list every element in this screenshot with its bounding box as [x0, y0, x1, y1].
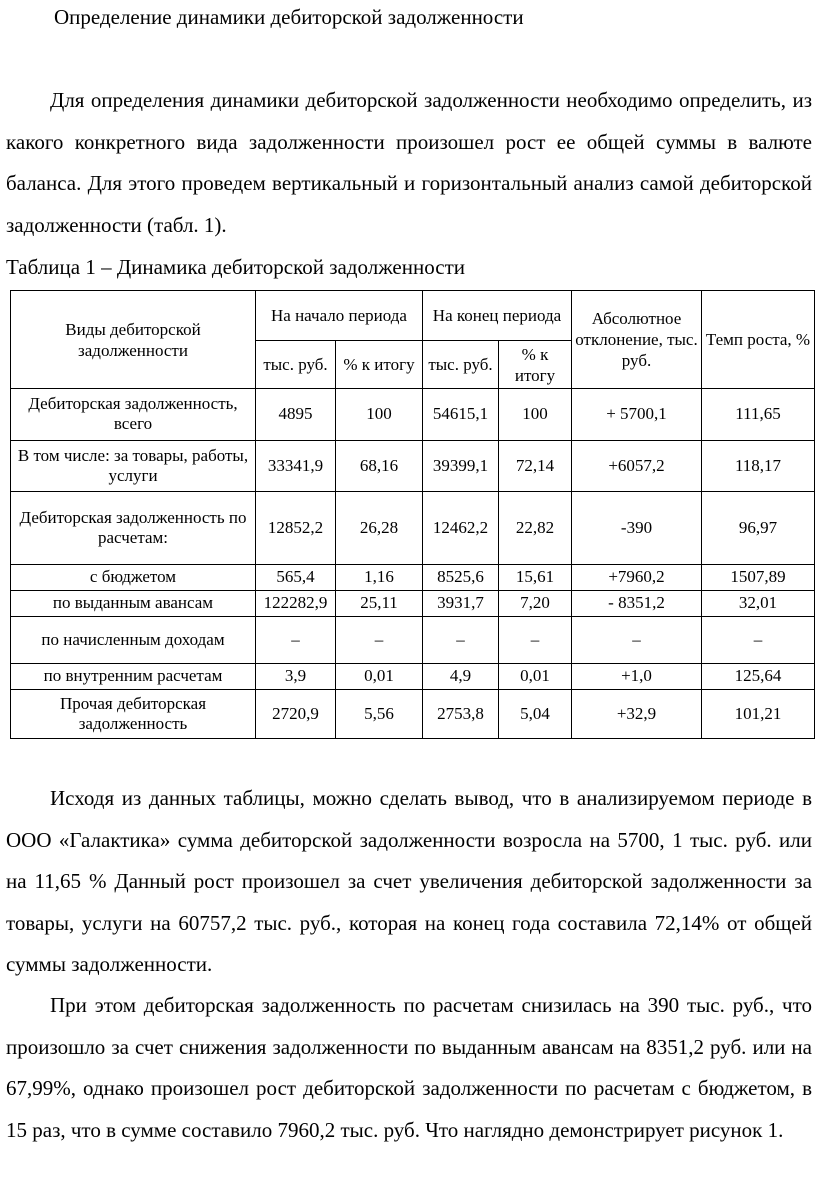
subheader-end-pct: % к итогу [499, 341, 572, 389]
cell-start-rub: 12852,2 [256, 492, 336, 565]
header-end: На конец периода [423, 291, 572, 341]
cell-end-rub: 3931,7 [423, 590, 499, 616]
cell-end-pct: 7,20 [499, 590, 572, 616]
subheader-start-rub: тыс. руб. [256, 341, 336, 389]
row-label: по внутренним расчетам [11, 663, 256, 689]
cell-abs: -390 [572, 492, 702, 565]
cell-start-pct: 26,28 [336, 492, 423, 565]
conclusion-paragraph: Исходя из данных таблицы, можно сделать вывод, что в анализируемом периоде в ООО «Галактика» сумма дебиторской задолженности возросла на 5700, 1 тыс. руб. или на 11,65 % Данный рост произошел за счет увеличения дебиторской задолженности за товары, услуги на 60757,2 тыс. руб., которая на конец года составила 72,14% от общей суммы задолженности. [6, 786, 812, 976]
cell-end-rub: 54615,1 [423, 389, 499, 441]
row-label: Прочая дебиторская задолженность [11, 689, 256, 738]
intro-paragraph: Для определения динамики дебиторской задолженности необходимо определить, из какого конкретного вида задолженности произошел рост ее общей суммы в валюте баланса. Для этого проведем вертикальный и горизонтальный анализ самой дебиторской задолженности (табл. 1). [6, 88, 812, 237]
cell-abs: +6057,2 [572, 440, 702, 492]
table-row [11, 565, 815, 591]
cell-start-rub: 4895 [256, 389, 336, 441]
cell-end-pct: 22,82 [499, 492, 572, 565]
cell-start-rub: 122282,9 [256, 590, 336, 616]
cell-rate: 96,97 [702, 492, 815, 565]
cell-end-rub: 39399,1 [423, 440, 499, 492]
header-type: Виды дебиторской задолженности [11, 291, 256, 389]
cell-rate: 125,64 [702, 663, 815, 689]
cell-abs: +32,9 [572, 689, 702, 738]
table-row [11, 616, 815, 663]
table-row [11, 663, 815, 689]
header-abs: Абсолютное отклонение, тыс. руб. [572, 291, 702, 389]
table-row [11, 590, 815, 616]
cell-end-rub: 2753,8 [423, 689, 499, 738]
cell-abs: + 5700,1 [572, 389, 702, 441]
cell-rate: 111,65 [702, 389, 815, 441]
cell-start-pct: 25,11 [336, 590, 423, 616]
header-start: На начало периода [256, 291, 423, 341]
cell-start-pct: 68,16 [336, 440, 423, 492]
cell-end-rub: 12462,2 [423, 492, 499, 565]
row-label: по начисленным доходам [11, 616, 256, 663]
cell-end-pct: 5,04 [499, 689, 572, 738]
cell-start-pct: 100 [336, 389, 423, 441]
cell-end-pct: 100 [499, 389, 572, 441]
row-label: В том числе: за товары, работы, услуги [11, 440, 256, 492]
cell-end-rub: – [423, 616, 499, 663]
cell-end-rub: 4,9 [423, 663, 499, 689]
details-paragraph: При этом дебиторская задолженность по расчетам снизилась на 390 тыс. руб., что произошло за счет снижения задолженности по выданным авансам на 8351,2 руб. или на 67,99%, однако произошел рост дебиторской задолженности по расчетам с бюджетом, в 15 раз, что в сумме составило 7960,2 тыс. руб. Что наглядно демонстрирует рисунок 1. [6, 993, 812, 1142]
cell-start-rub: – [256, 616, 336, 663]
row-label: с бюджетом [11, 565, 256, 591]
cell-start-rub: 3,9 [256, 663, 336, 689]
table-row [11, 389, 815, 441]
cell-end-pct: 15,61 [499, 565, 572, 591]
cell-start-pct: 1,16 [336, 565, 423, 591]
cell-start-pct: – [336, 616, 423, 663]
table-caption: Таблица 1 – Динамика дебиторской задолженности [6, 255, 465, 279]
cell-rate: 101,21 [702, 689, 815, 738]
cell-end-pct: 0,01 [499, 663, 572, 689]
cell-start-pct: 5,56 [336, 689, 423, 738]
document-heading: Определение динамики дебиторской задолженности [54, 5, 524, 29]
row-label: Дебиторская задолженность, всего [11, 389, 256, 441]
cell-start-pct: 0,01 [336, 663, 423, 689]
cell-rate: 118,17 [702, 440, 815, 492]
cell-rate: 1507,89 [702, 565, 815, 591]
subheader-start-pct: % к итогу [336, 341, 423, 389]
cell-start-rub: 2720,9 [256, 689, 336, 738]
table-row [11, 492, 815, 565]
cell-abs: +1,0 [572, 663, 702, 689]
receivables-table [10, 290, 815, 739]
cell-abs: – [572, 616, 702, 663]
subheader-end-rub: тыс. руб. [423, 341, 499, 389]
cell-end-pct: 72,14 [499, 440, 572, 492]
cell-abs: +7960,2 [572, 565, 702, 591]
cell-abs: - 8351,2 [572, 590, 702, 616]
cell-rate: 32,01 [702, 590, 815, 616]
header-rate: Темп роста, % [702, 291, 815, 389]
cell-rate: – [702, 616, 815, 663]
cell-end-rub: 8525,6 [423, 565, 499, 591]
row-label: по выданным авансам [11, 590, 256, 616]
row-label: Дебиторская задолженность по расчетам: [11, 492, 256, 565]
table-row [11, 440, 815, 492]
cell-start-rub: 33341,9 [256, 440, 336, 492]
cell-end-pct: – [499, 616, 572, 663]
table-row [11, 689, 815, 738]
cell-start-rub: 565,4 [256, 565, 336, 591]
